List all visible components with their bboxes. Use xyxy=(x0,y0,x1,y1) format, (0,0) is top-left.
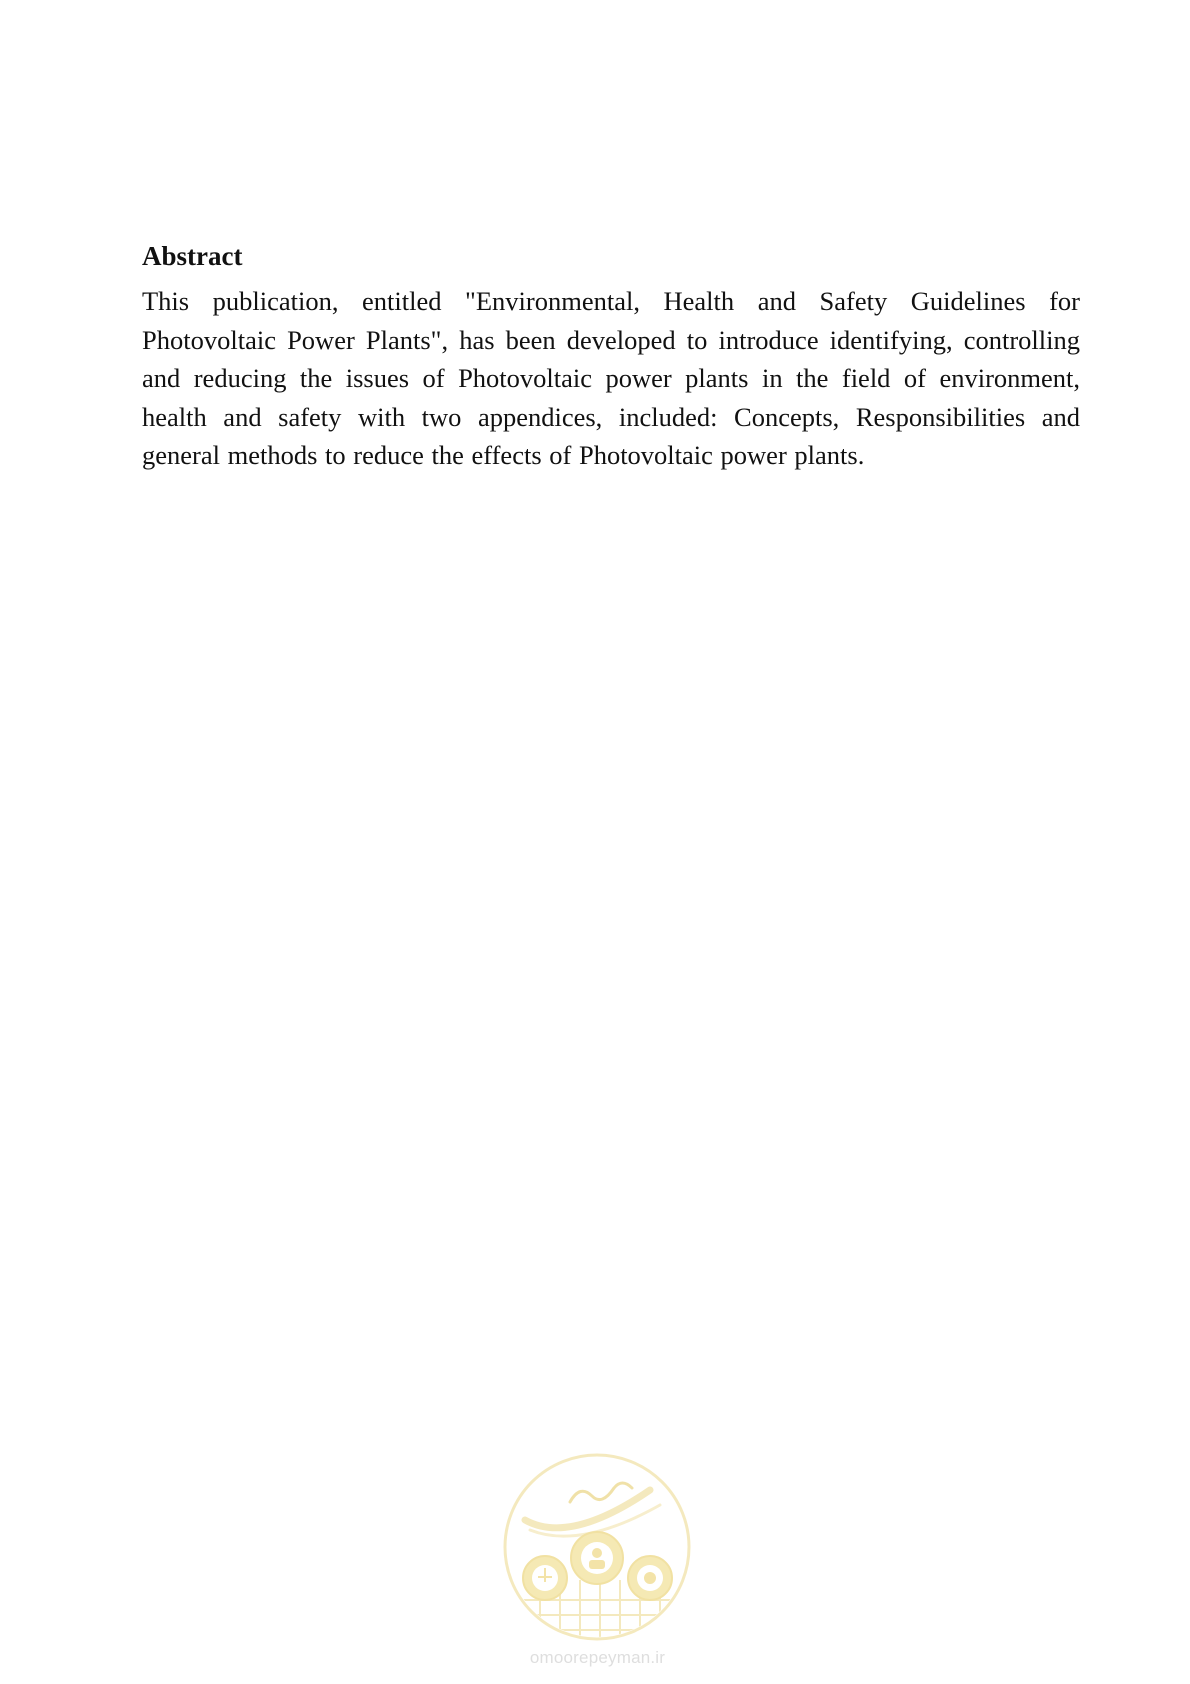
watermark-logo xyxy=(500,1450,695,1680)
abstract-heading: Abstract xyxy=(142,241,243,271)
abstract-body: This publication, entitled "Environmental, Health and Safety Guidelines for Photovoltaic Power Plants", has been developed to introduce identifying, controlling and reducing the issues of Photovoltaic power plants in the field of environment, health and safety with two appendices, included: Concepts, Responsibilities and general methods to reduce the effects of Photovoltaic power plants. xyxy=(142,286,1080,471)
watermark-seal-icon xyxy=(500,1450,695,1645)
watermark-url: omoorepeyman.ir xyxy=(529,1648,666,1667)
abstract-section xyxy=(142,232,1080,475)
